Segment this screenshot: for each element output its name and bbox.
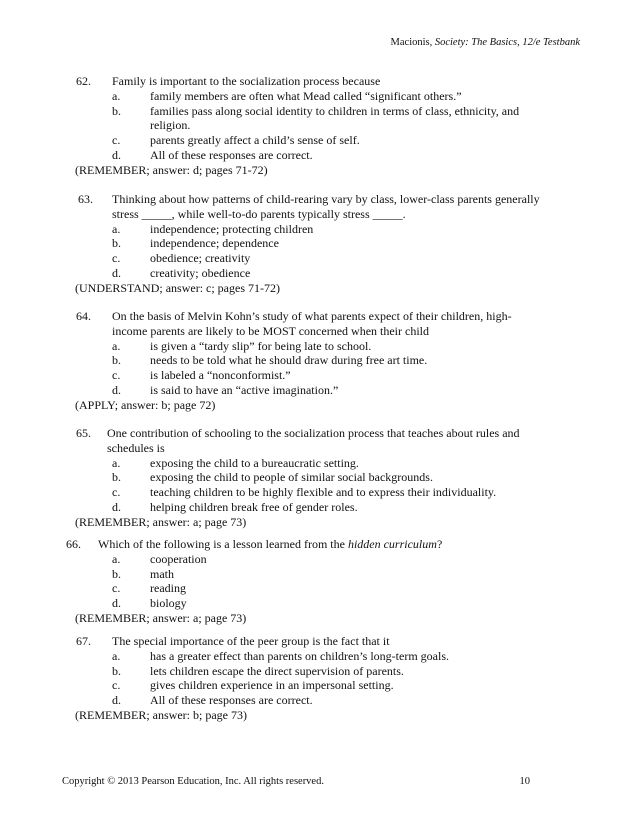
question-65 <box>0 426 638 530</box>
question-63 <box>0 192 638 296</box>
question-number: 65. <box>76 426 91 440</box>
question-66 <box>0 537 638 626</box>
answer-key: (REMEMBER; answer: a; page 73) <box>75 610 247 625</box>
option-c: c. gives children experience in an impersonal setting. <box>112 678 394 693</box>
question-stem: One contribution of schooling to the socialization process that teaches about rules and <box>107 426 520 440</box>
question-number: 66. <box>66 537 81 551</box>
option-d: d. helping children break free of gender roles. <box>112 499 358 514</box>
hidden-curriculum-term: hidden curriculum <box>347 537 437 551</box>
option-c: c. teaching children to be highly flexible and to express their individuality. <box>112 485 497 500</box>
question-62 <box>0 74 638 178</box>
page-footer <box>62 776 530 787</box>
page-number: 10 <box>519 776 530 787</box>
option-b: b. lets children escape the direct supervision of parents. <box>112 663 404 678</box>
answer-key: (REMEMBER; answer: d; pages 71-72) <box>75 162 268 177</box>
option-d: d. All of these responses are correct. <box>112 693 313 708</box>
option-a: a. independence; protecting children <box>112 221 314 236</box>
option-d: d. is said to have an “active imagination.” <box>112 382 339 397</box>
question-stem-continued: stress _____, while well-to-do parents typically stress _____. <box>112 206 406 221</box>
question-number: 64. <box>76 309 91 323</box>
option-d: d. All of these responses are correct. <box>112 147 313 162</box>
option-b: b. exposing the child to people of similar social backgrounds. <box>112 470 433 485</box>
option-d: d. biology <box>112 596 187 611</box>
question-number: 63. <box>78 192 93 206</box>
option-c: c. reading <box>112 581 186 596</box>
option-a: a. cooperation <box>112 551 207 566</box>
option-d: d. creativity; obedience <box>112 265 251 280</box>
option-a: a. exposing the child to a bureaucratic setting. <box>112 455 359 470</box>
question-stem: On the basis of Melvin Kohn’s study of what parents expect of their children, high- <box>112 309 512 323</box>
header-book-title: Society: The Basics, 12/e Testbank <box>434 37 580 48</box>
copyright-notice: Copyright © 2013 Pearson Education, Inc. All rights reserved. <box>62 776 324 787</box>
question-stem-continued: income parents are likely to be MOST concerned when their child <box>112 323 430 338</box>
option-a: a. is given a “tardy slip” for being late to school. <box>112 338 372 353</box>
option-b: b. independence; dependence <box>112 236 279 251</box>
option-b: b. families pass along social identity to children in terms of class, ethnicity, and <box>112 103 520 118</box>
answer-key: (UNDERSTAND; answer: c; pages 71-72) <box>75 280 280 295</box>
option-b-continued: religion. <box>150 118 191 133</box>
question-number: 62. <box>76 74 91 88</box>
option-a: a. family members are often what Mead called “significant others.” <box>112 88 462 103</box>
option-c: c. obedience; creativity <box>112 251 251 266</box>
question-stem: The special importance of the peer group is the fact that it <box>112 634 390 648</box>
option-b: b. needs to be told what he should draw during free art time. <box>112 353 428 368</box>
question-stem: Thinking about how patterns of child-rearing vary by class, lower-class parents generally <box>112 192 540 206</box>
option-a: a. has a greater effect than parents on children’s long-term goals. <box>112 648 449 663</box>
question-number: 67. <box>76 634 91 648</box>
question-stem: Which of the following is a lesson learned from the hidden curriculum? <box>98 537 443 551</box>
question-64 <box>0 309 638 413</box>
question-stem-continued: schedules is <box>107 440 165 455</box>
answer-key: (REMEMBER; answer: b; page 73) <box>75 707 247 722</box>
option-b: b. math <box>112 566 174 581</box>
question-stem: Family is important to the socialization process because <box>112 74 381 88</box>
option-c: c. is labeled a “nonconformist.” <box>112 368 291 383</box>
answer-key: (REMEMBER; answer: a; page 73) <box>75 514 247 529</box>
option-c: c. parents greatly affect a child’s sense of self. <box>112 133 360 148</box>
answer-key: (APPLY; answer: b; page 72) <box>75 397 216 412</box>
header-author: Macionis, <box>390 37 435 48</box>
question-67 <box>0 634 638 723</box>
